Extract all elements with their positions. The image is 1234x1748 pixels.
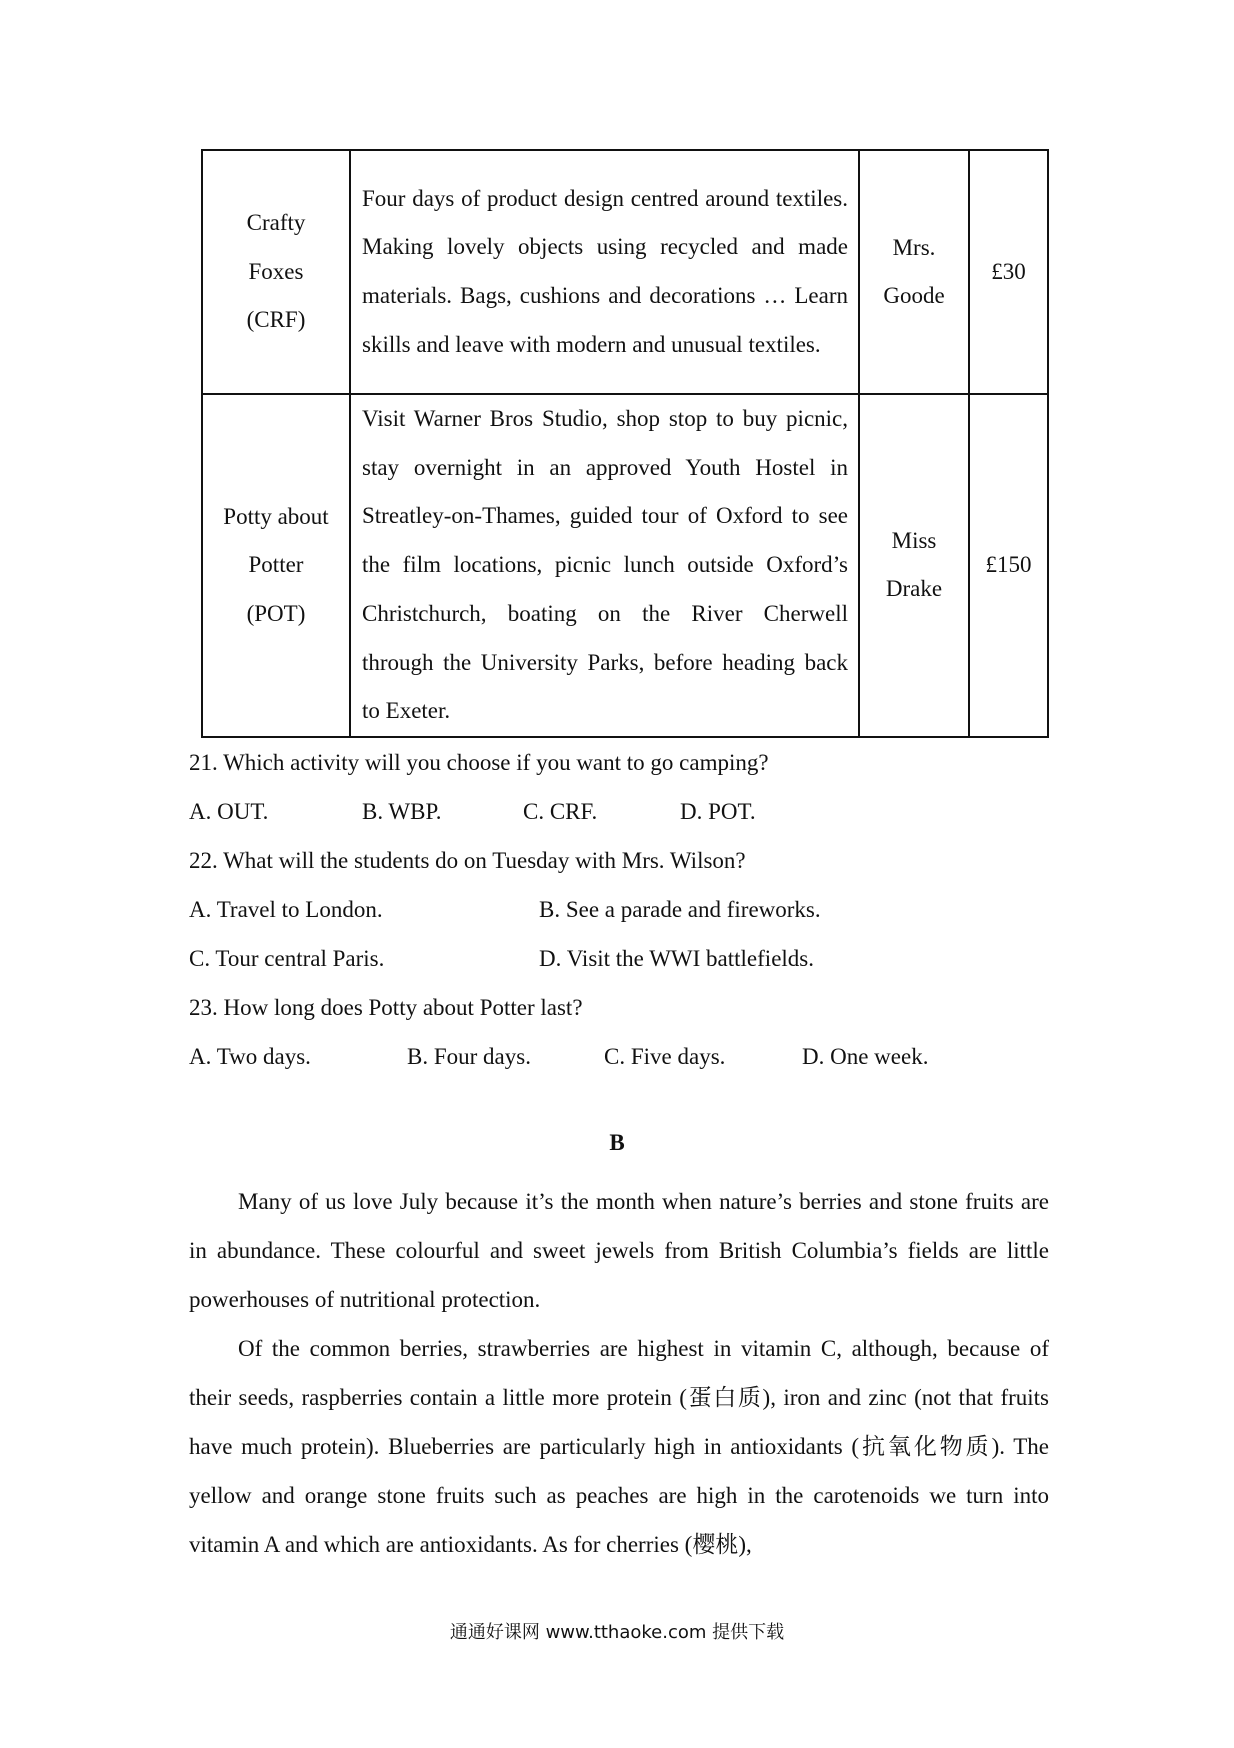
option-b: B. WBP. (362, 799, 442, 824)
option-a: A. OUT. (189, 799, 269, 824)
teacher-line: Miss (891, 527, 937, 553)
option-a: A. Travel to London. (189, 897, 383, 922)
passage-paragraph: Of the common berries, strawberries are highest in vitamin C, although, because of their seeds, raspberries contain a little more protein (蛋白质), iron and zinc (not that fruits have much protein). Blueberries are particularly high in antioxidants (抗氧化物质). The yellow and orange stone fruits such as peaches are high in the carotenoids we turn into vitamin A and which are antioxidants. As for cherries (樱桃), (189, 1336, 1049, 1557)
question-list (189, 738, 1049, 1081)
activity-price: £30 (991, 259, 1026, 284)
option-d: D. POT. (680, 799, 756, 824)
option-d: D. Visit the WWI battlefields. (539, 946, 814, 971)
option-c: C. Five days. (604, 1044, 726, 1069)
activity-name-line: Foxes (248, 258, 304, 284)
option-a: A. Two days. (189, 1044, 311, 1069)
table-row (202, 150, 1048, 394)
activity-price-cell (969, 394, 1048, 737)
question-stem: 21. Which activity will you choose if you want to go camping? (189, 750, 769, 775)
activity-name-line: Potty about (223, 503, 329, 529)
activity-name-line: Crafty (246, 210, 306, 236)
activity-name-line: (CRF) (246, 307, 306, 333)
activities-table (201, 149, 1049, 738)
option-c: C. CRF. (523, 799, 598, 824)
options-row (189, 934, 1049, 983)
activity-name-line: Potter (248, 552, 304, 578)
option-b: B. Four days. (407, 1044, 531, 1069)
activity-description-cell (350, 150, 859, 394)
option-b: B. See a parade and fireworks. (539, 897, 821, 922)
activity-description: Visit Warner Bros Studio, shop stop to buy picnic, stay overnight in an approved Youth Hostel in Streatley-on-Thames, guided tour of Oxford to see the film locations, picnic lunch outside Oxford’s Christchurch, boating on the River Cherwell through the University Parks, before heading back to Exeter. (362, 406, 848, 724)
options-row (189, 787, 1049, 836)
table-row (202, 394, 1048, 737)
question-stem: 22. What will the students do on Tuesday with Mrs. Wilson? (189, 848, 746, 873)
activity-name-line: (POT) (246, 600, 306, 626)
activity-description-cell (350, 394, 859, 737)
activity-teacher-cell (859, 150, 969, 394)
activity-name-cell (202, 150, 350, 394)
activity-description: Four days of product design centred around textiles. Making lovely objects using recycled and made materials. Bags, cushions and decorations … Learn skills and leave with modern and unusual textiles. (362, 185, 848, 357)
question-stem: 23. How long does Potty about Potter last? (189, 995, 583, 1020)
option-d: D. One week. (802, 1044, 929, 1069)
page-footer: 通通好课网 www.tthaoke.com 提供下载 (449, 1622, 785, 1643)
options-row (189, 885, 1049, 934)
activity-price-cell (969, 150, 1048, 394)
activity-teacher-cell (859, 394, 969, 737)
option-c: C. Tour central Paris. (189, 946, 385, 971)
section-heading: B (609, 1130, 625, 1155)
teacher-line: Drake (885, 576, 943, 602)
teacher-line: Goode (883, 283, 945, 308)
teacher-line: Mrs. (892, 234, 936, 260)
reading-passage (189, 1177, 1049, 1569)
activity-price: £150 (985, 552, 1032, 578)
activity-name-cell (202, 394, 350, 737)
options-row (189, 1032, 1049, 1081)
passage-paragraph: Many of us love July because it’s the month when nature’s berries and stone fruits are in abundance. These colourful and sweet jewels from British Columbia’s fields are little powerhouses of nutritional protection. (189, 1189, 1049, 1312)
